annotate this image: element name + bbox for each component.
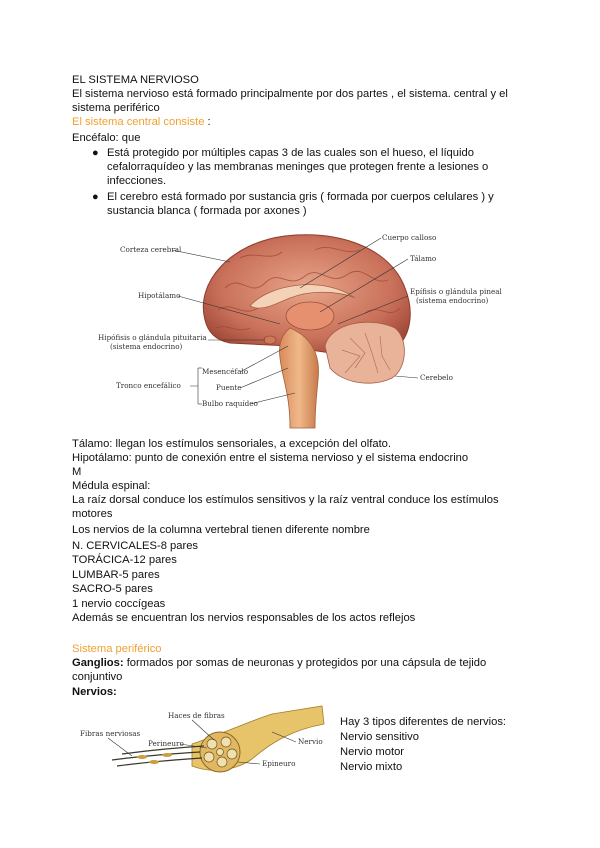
bullet-dot: ● [92, 191, 99, 203]
nerve-label-epineuro: Epineuro [262, 759, 296, 768]
line-talamo: Tálamo: llegan los estímulos sensoriales, a excepción del olfato. [72, 438, 392, 450]
line-nervios-columna: Los nervios de la columna vertebral tienen diferente nombre [72, 524, 370, 536]
nervios-label: Nervios: [72, 686, 117, 698]
line-medula: Médula espinal: [72, 480, 151, 492]
label-hipotalamo: Hipotálamo [138, 291, 181, 300]
nervios-heading [72, 685, 117, 699]
ganglios-paragraph [72, 656, 522, 684]
label-corteza: Corteza cerebral [120, 245, 182, 254]
label-hipofisis-2: (sistema endocrino) [110, 342, 183, 351]
label-talamo: Tálamo [410, 254, 437, 263]
nerve-type-item: Nervio mixto [340, 761, 403, 773]
line-raiz: La raíz dorsal conduce los estímulos sensitivos y la raíz ventral conduce los estímulos motores [72, 494, 499, 520]
ganglios-label: Ganglios: [72, 657, 124, 669]
line-reflejos: Además se encuentran los nervios responsables de los actos reflejos [72, 612, 416, 624]
label-mesencefalo: Mesencéfalo [202, 367, 249, 376]
label-hipofisis-1: Hipófisis o glándula pituitaria [98, 333, 207, 342]
thalamus-shape [286, 302, 334, 330]
label-epifisis-1: Epífisis o glándula pineal [410, 287, 502, 296]
document-title: EL SISTEMA NERVIOSO [72, 74, 199, 86]
bullet-item: El cerebro está formado por sustancia gris ( formada por cuerpos celulares ) y sustancia blanca ( formada por axones ) [107, 191, 494, 217]
label-tronco: Tronco encefálico [116, 381, 181, 390]
central-heading-text: El sistema central consiste [72, 116, 205, 128]
nerve-type-item: Nervio motor [340, 746, 405, 758]
pituitary-shape [264, 336, 276, 344]
label-cerebelo: Cerebelo [420, 373, 453, 382]
line-cervicales: N. CERVICALES-8 pares [72, 540, 199, 552]
nerve-label-perineuro: Perineuro [148, 739, 184, 748]
label-bulbo: Bulbo raquídeo [202, 399, 258, 408]
label-epifisis-2: (sistema endocrino) [416, 296, 489, 305]
line-hipotalamo: Hipotálamo: punto de conexión entre el sistema nervioso y el sistema endocrino [72, 452, 469, 464]
encefalo-line: Encéfalo: que [72, 132, 141, 144]
line-sacro: SACRO-5 pares [72, 583, 153, 595]
nerve-label-fibras: Fibras nerviosas [80, 729, 141, 738]
label-cuerpo-calloso: Cuerpo calloso [382, 233, 437, 242]
line-lumbar: LUMBAR-5 pares [72, 569, 160, 581]
central-heading-suffix: : [204, 116, 211, 128]
ganglios-text: formados por somas de neuronas y protegidos por una cápsula de tejido conjuntivo [72, 657, 487, 683]
bullet-item: Está protegido por múltiples capas 3 de las cuales son el hueso, el líquido cefalorraquídeo y las membranas meninges que protegen frente a lesiones o infecciones. [107, 147, 489, 187]
bullet-dot: ● [92, 147, 99, 159]
label-puente: Puente [216, 383, 242, 392]
intro-paragraph: El sistema nervioso está formado principalmente por dos partes , el sistema. central y el sistema periférico [72, 88, 508, 114]
nerve-type-item: Nervio sensitivo [340, 731, 419, 743]
nerve-label-haces: Haces de fibras [168, 711, 225, 720]
line-coccigeas: 1 nervio coccígeas [72, 598, 166, 610]
line-m: M [72, 466, 82, 478]
nerve-types-heading: Hay 3 tipos diferentes de nervios: [340, 716, 507, 728]
peripheral-heading: Sistema periférico [72, 643, 162, 655]
line-toracica: TORÁCICA-12 pares [72, 554, 177, 566]
nerve-diagram [72, 704, 332, 780]
central-heading [72, 115, 211, 129]
nerve-label-nervio: Nervio [298, 737, 323, 746]
brain-diagram [98, 228, 502, 428]
